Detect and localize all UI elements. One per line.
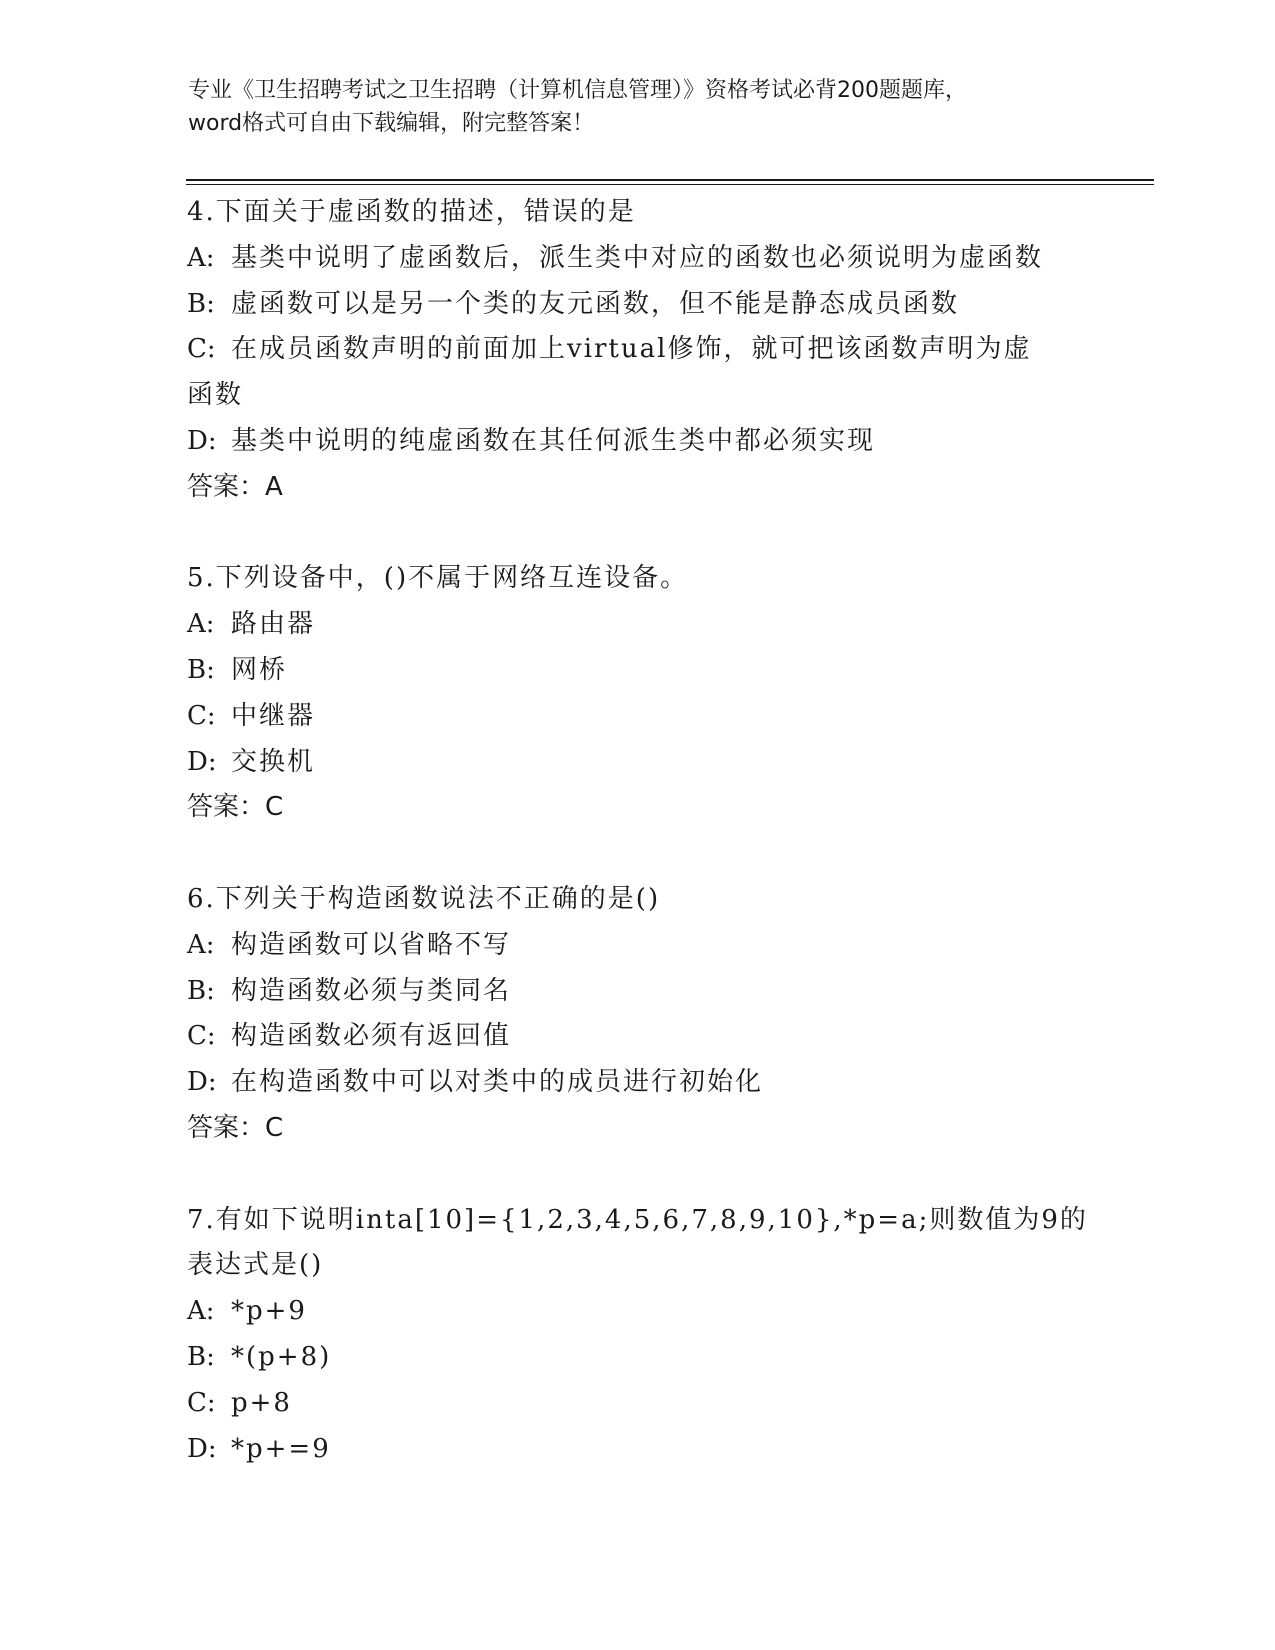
option-text: *(p+8) xyxy=(231,1341,332,1372)
question-spacer xyxy=(187,511,1087,557)
option-line xyxy=(187,1427,1087,1473)
option-line xyxy=(187,602,1087,648)
answer-line: 答案：C xyxy=(187,1112,284,1143)
option-text: 路由器 xyxy=(231,609,316,640)
option-key: B: xyxy=(187,288,215,319)
option-key: D: xyxy=(187,746,217,777)
question-block xyxy=(187,877,1087,1152)
option-line xyxy=(187,1335,1087,1381)
option-line xyxy=(187,1060,1087,1106)
option-text: 交换机 xyxy=(231,746,316,777)
option-key: C: xyxy=(187,334,216,365)
option-key: B: xyxy=(187,1341,215,1372)
question-stem: 6.下列关于构造函数说法不正确的是() xyxy=(187,883,661,914)
question-stem: 5.下列设备中，()不属于网络互连设备。 xyxy=(187,563,689,594)
option-key: D: xyxy=(187,1433,217,1464)
option-key: B: xyxy=(187,654,215,685)
option-line xyxy=(187,1014,1087,1060)
question-spacer xyxy=(187,831,1087,877)
question-block xyxy=(187,1198,1087,1473)
option-key: A: xyxy=(187,1296,215,1327)
option-text: 构造函数可以省略不写 xyxy=(231,929,512,960)
question-block xyxy=(187,556,1087,831)
option-line xyxy=(187,419,1087,465)
option-key: D: xyxy=(187,425,217,456)
header-line-1: 专业《卫生招聘考试之卫生招聘（计算机信息管理）》资格考试必背200题题库， xyxy=(188,78,967,103)
option-text: 网桥 xyxy=(231,654,288,685)
option-line xyxy=(187,969,1087,1015)
option-text: 基类中说明的纯虚函数在其任何派生类中都必须实现 xyxy=(231,425,876,456)
option-key: D: xyxy=(187,1067,217,1098)
option-text: *p+9 xyxy=(231,1296,307,1327)
option-line xyxy=(187,236,1087,282)
option-text: 虚函数可以是另一个类的友元函数，但不能是静态成员函数 xyxy=(231,288,960,319)
option-text: 在成员函数声明的前面加上virtual修饰，就可把该函数声明为虚 xyxy=(231,334,1032,365)
header-line-2: word格式可自由下载编辑，附完整答案！ xyxy=(188,111,595,136)
option-key: B: xyxy=(187,975,215,1006)
option-text: 构造函数必须有返回值 xyxy=(231,1021,512,1052)
option-text: 函数 xyxy=(187,380,244,411)
question-stem: 7.有如下说明inta[10]={1,2,3,4,5,6,7,8,9,10},*p=a;则数值为9的 xyxy=(187,1204,1088,1235)
option-line xyxy=(187,1381,1087,1427)
option-line xyxy=(187,923,1087,969)
header-rule-thin xyxy=(186,184,1154,185)
option-text: 构造函数必须与类同名 xyxy=(231,975,512,1006)
option-key: C: xyxy=(187,1387,216,1418)
option-text: 中继器 xyxy=(231,700,316,731)
question-list xyxy=(187,190,1087,1472)
option-line xyxy=(187,373,1087,419)
question-block xyxy=(187,190,1087,511)
header-rule-thick xyxy=(186,179,1154,181)
option-text: 基类中说明了虚函数后，派生类中对应的函数也必须说明为虚函数 xyxy=(231,242,1044,273)
option-text: *p+=9 xyxy=(231,1433,331,1464)
option-text: 在构造函数中可以对类中的成员进行初始化 xyxy=(231,1067,764,1098)
question-spacer xyxy=(187,1152,1087,1198)
answer-line: 答案：C xyxy=(187,792,284,823)
option-line xyxy=(187,1289,1087,1335)
option-line xyxy=(187,327,1087,373)
option-key: C: xyxy=(187,700,216,731)
option-line xyxy=(187,694,1087,740)
option-key: A: xyxy=(187,609,215,640)
document-header xyxy=(188,74,1088,140)
option-key: C: xyxy=(187,1021,216,1052)
option-line xyxy=(187,648,1087,694)
option-line xyxy=(187,740,1087,786)
answer-line: 答案：A xyxy=(187,471,283,502)
option-line xyxy=(187,282,1087,328)
option-key: A: xyxy=(187,929,215,960)
option-text: p+8 xyxy=(231,1387,292,1418)
option-key: A: xyxy=(187,242,215,273)
question-stem: 表达式是() xyxy=(187,1250,324,1281)
question-stem: 4.下面关于虚函数的描述，错误的是 xyxy=(187,197,636,227)
